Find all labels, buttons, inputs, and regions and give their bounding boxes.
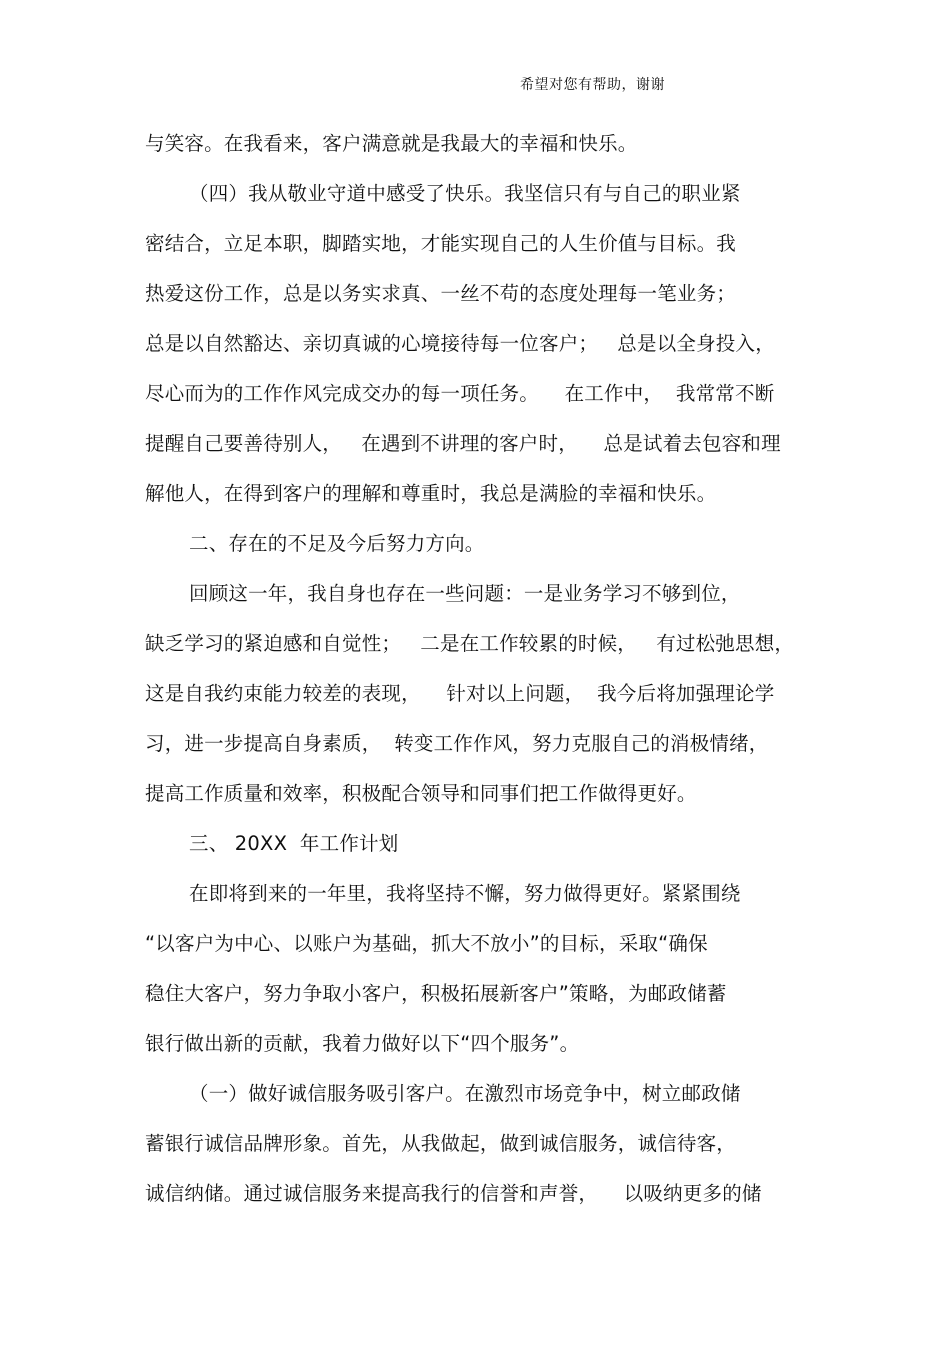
section-heading: 二、存在的不足及今后努力方向。	[189, 532, 485, 555]
page-header-note: 希望对您有帮助，谢谢	[520, 77, 665, 93]
body-line: 回顾这一年，我自身也存在一些问题：一是业务学习不够到位，	[189, 582, 741, 605]
body-line: 习，进一步提高自身素质， 转变工作作风，努力克服自己的消极情绪，	[145, 732, 769, 755]
body-line: 缺乏学习的紧迫感和自觉性； 二是在工作较累的时候， 有过松弛思想，	[145, 632, 795, 655]
body-line: 密结合，立足本职，脚踏实地，才能实现自己的人生价值与目标。我	[145, 232, 737, 255]
body-line: 与笑容。在我看来，客户满意就是我最大的幸福和快乐。	[145, 132, 638, 155]
body-line: 解他人，在得到客户的理解和尊重时，我总是满脸的幸福和快乐。	[145, 482, 717, 505]
body-line: “以客户为中心、以账户为基础，抓大不放小”的目标，采取“确保	[145, 932, 708, 955]
body-line: 在即将到来的一年里，我将坚持不懈，努力做得更好。紧紧围绕	[189, 882, 741, 905]
body-line: 银行做出新的贡献，我着力做好以下“四个服务”。	[145, 1032, 580, 1055]
body-line: 这是自我约束能力较差的表现， 针对以上问题， 我今后将加强理论学	[145, 682, 775, 705]
body-line: （一）做好诚信服务吸引客户。在激烈市场竞争中，树立邮政储	[189, 1082, 741, 1105]
body-line: 总是以自然豁达、亲切真诚的心境接待每一位客户； 总是以全身投入，	[145, 332, 775, 355]
section-heading: 三、 20XX 年工作计划	[189, 832, 399, 855]
body-line: 蓄银行诚信品牌形象。首先，从我做起，做到诚信服务，诚信待客，	[145, 1132, 737, 1155]
body-line: 诚信纳储。通过诚信服务来提高我行的信誉和声誉， 以吸纳更多的储	[145, 1182, 762, 1205]
body-line: 提高工作质量和效率，积极配合领导和同事们把工作做得更好。	[145, 782, 697, 805]
body-line: （四）我从敬业守道中感受了快乐。我坚信只有与自己的职业紧	[189, 182, 741, 205]
body-line: 尽心而为的工作作风完成交办的每一项任务。 在工作中， 我常常不断	[145, 382, 775, 405]
body-line: 热爱这份工作，总是以务实求真、一丝不苟的态度处理每一笔业务；	[145, 282, 737, 305]
body-line: 提醒自己要善待别人， 在遇到不讲理的客户时， 总是试着去包容和理	[145, 432, 781, 455]
body-line: 稳住大客户，努力争取小客户，积极拓展新客户”策略，为邮政储蓄	[145, 982, 727, 1005]
